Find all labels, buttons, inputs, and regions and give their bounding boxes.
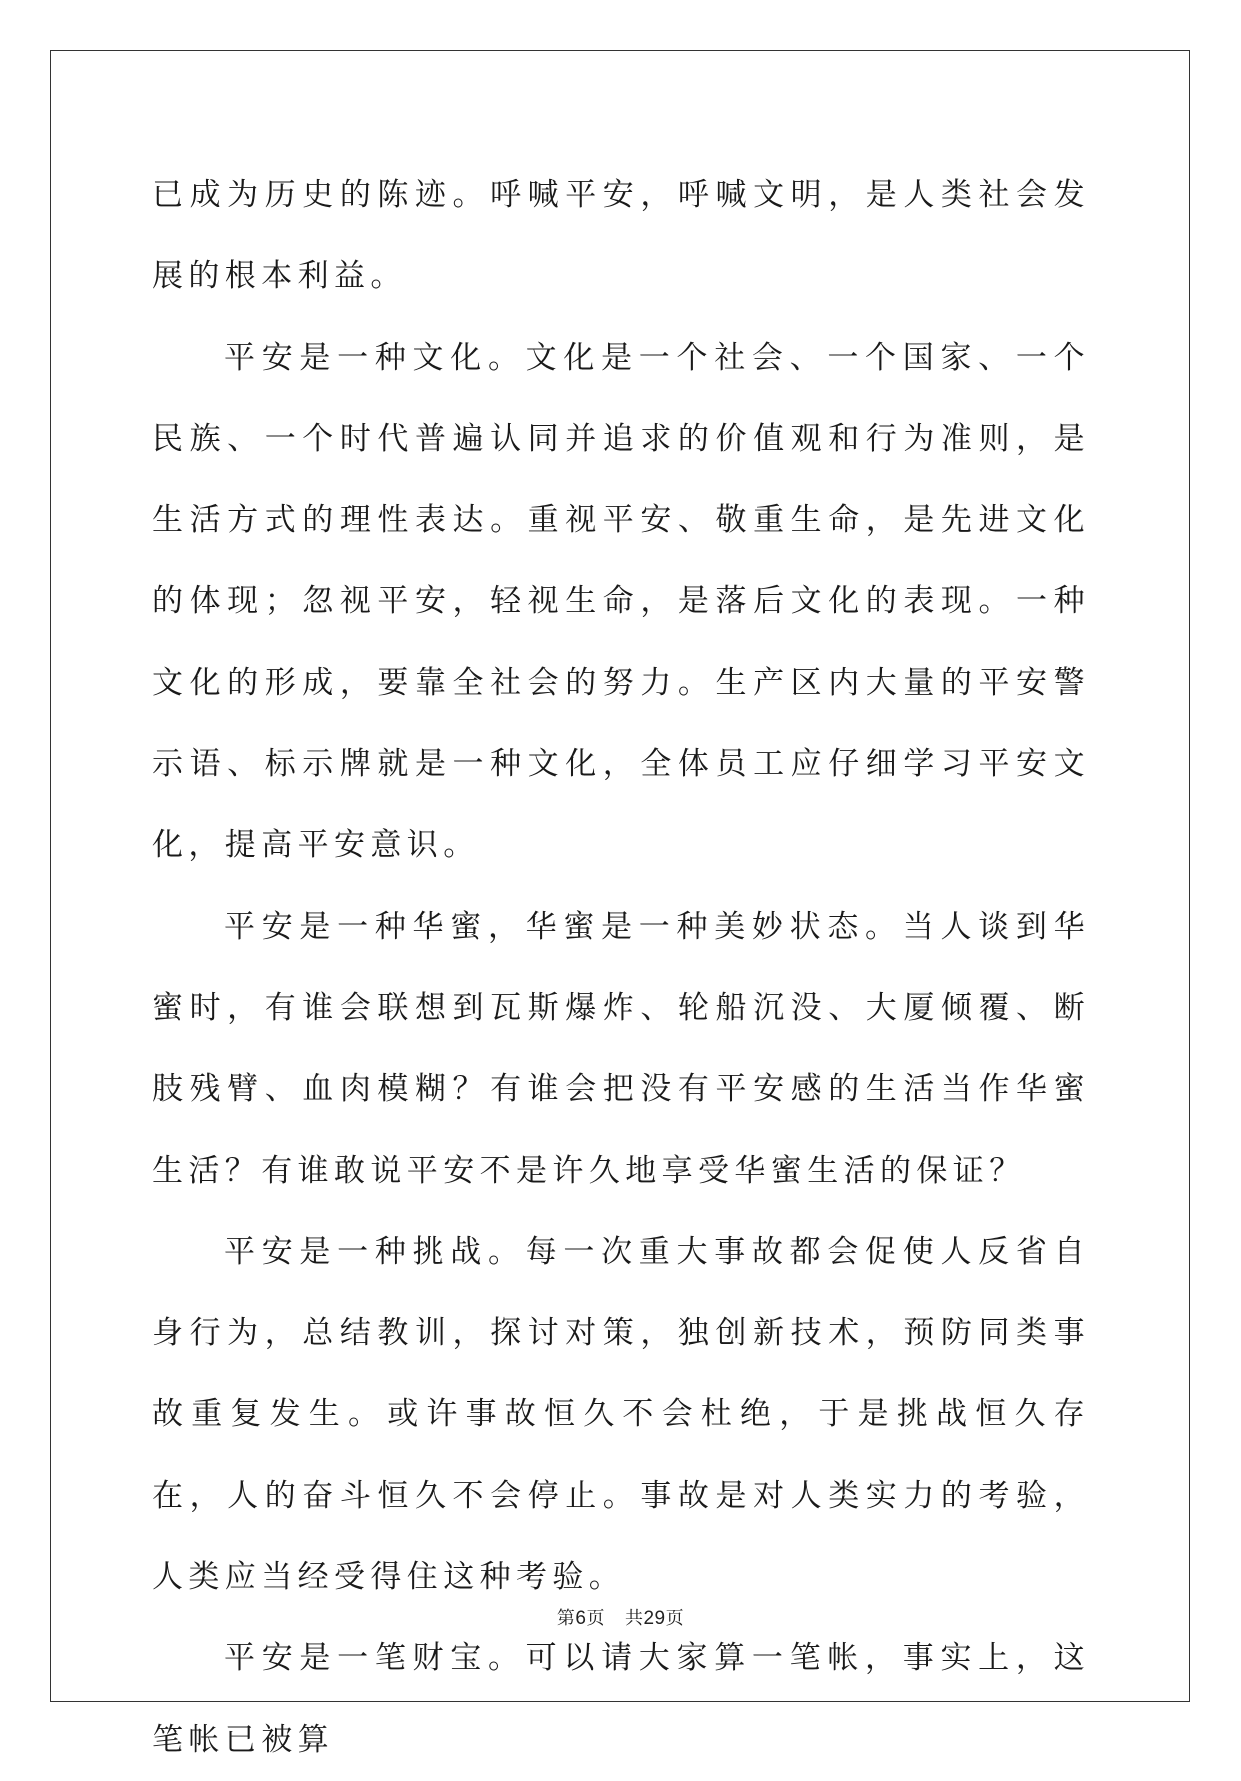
- total-prefix: 共: [624, 1608, 644, 1629]
- page-footer: [0, 1604, 1241, 1630]
- total-suffix: 页: [665, 1608, 685, 1629]
- page-suffix: 页: [586, 1608, 605, 1629]
- paragraph: 平安是一笔财宝。可以请大家算一笔帐，事实上，这笔帐已被算: [152, 1640, 1090, 1758]
- paragraph: 平安是一种挑战。每一次重大事故都会促使人反省自身行为，总结教训，探讨对策，独创新技术，预防同类事故重复发生。或许事故恒久不会杜绝，于是挑战恒久存在，人的奋斗恒久不会停止。事故是对人类实力的考验，人类应当经受得住这种考验。: [152, 1233, 1090, 1596]
- total-pages: 29: [643, 1608, 666, 1629]
- page-prefix: 第: [556, 1608, 576, 1629]
- paragraph: 平安是一种文化。文化是一个社会、一个国家、一个民族、一个时代普遍认同并追求的价值观和行为准则，是生活方式的理性表达。重视平安、敬重生命，是先进文化的体现；忽视平安，轻视生命，是落后文化的表现。一种文化的形成，要靠全社会的努力。生产区内大量的平安警示语、标示牌就是一种文化，全体员工应仔细学习平安文化，提高平安意识。: [152, 339, 1090, 864]
- document-body: [152, 155, 1090, 1781]
- paragraph: 已成为历史的陈迹。呼喊平安，呼喊文明，是人类社会发展的根本利益。: [152, 177, 1090, 295]
- paragraph: 平安是一种华蜜，华蜜是一种美妙状态。当人谈到华蜜时，有谁会联想到瓦斯爆炸、轮船沉没、大厦倾覆、断肢残臂、血肉模糊？有谁会把没有平安感的生活当作华蜜生活？有谁敢说平安不是许久地享受华蜜生活的保证？: [152, 908, 1090, 1189]
- page-number: 6: [575, 1608, 587, 1629]
